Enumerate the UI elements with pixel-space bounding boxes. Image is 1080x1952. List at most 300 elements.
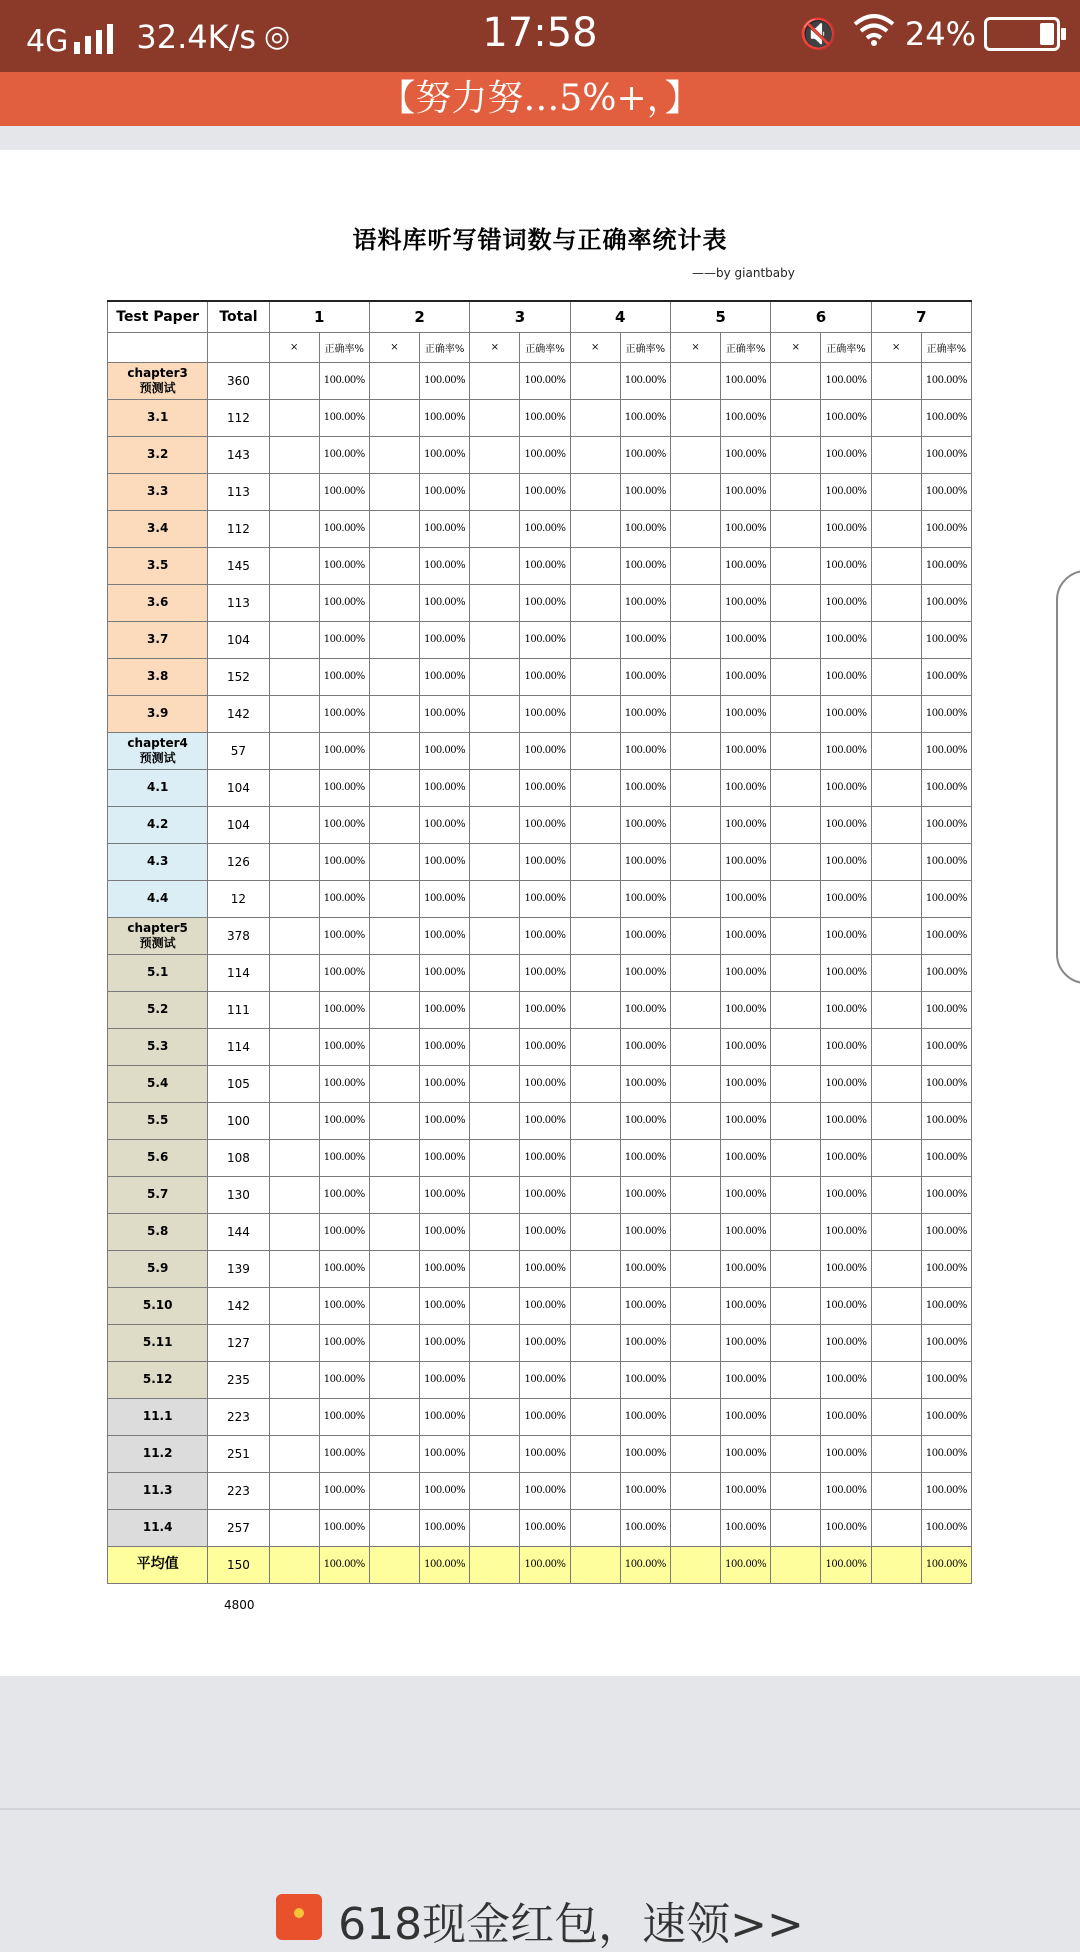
- cell-wrong: [670, 510, 720, 547]
- cell-wrong: [670, 1546, 720, 1583]
- cell-rate: 100.00%: [520, 1509, 570, 1546]
- table-row: [108, 510, 972, 547]
- row-total: 114: [208, 954, 269, 991]
- header-round-2: 2: [369, 301, 469, 332]
- row-label-text: 11.2: [142, 1446, 173, 1460]
- cell-wrong: [269, 917, 319, 954]
- cell-rate: 100.00%: [921, 510, 971, 547]
- row-label: [108, 362, 208, 399]
- subheader-rate: 正确率%: [319, 332, 369, 362]
- cell-wrong: [871, 621, 921, 658]
- cell-wrong: [269, 1176, 319, 1213]
- cell-rate: 100.00%: [420, 658, 470, 695]
- subheader-rate: 正确率%: [821, 332, 871, 362]
- cell-wrong: [871, 732, 921, 769]
- cell-rate: 100.00%: [620, 1546, 670, 1583]
- cell-wrong: [771, 436, 821, 473]
- cell-rate: 100.00%: [721, 991, 771, 1028]
- row-total: 143: [208, 436, 269, 473]
- header-round-1: 1: [269, 301, 369, 332]
- cell-wrong: [269, 436, 319, 473]
- cell-wrong: [871, 1546, 921, 1583]
- cell-wrong: [670, 1102, 720, 1139]
- cell-wrong: [269, 732, 319, 769]
- cell-rate: 100.00%: [319, 510, 369, 547]
- cell-rate: 100.00%: [921, 547, 971, 584]
- cell-wrong: [470, 1065, 520, 1102]
- cell-rate: 100.00%: [921, 1213, 971, 1250]
- cell-wrong: [369, 954, 419, 991]
- cell-rate: 100.00%: [721, 954, 771, 991]
- cell-wrong: [771, 991, 821, 1028]
- cell-rate: 100.00%: [721, 1287, 771, 1324]
- cell-wrong: [269, 695, 319, 732]
- cell-rate: 100.00%: [620, 399, 670, 436]
- cell-wrong: [269, 473, 319, 510]
- cell-wrong: [871, 510, 921, 547]
- cell-rate: 100.00%: [319, 954, 369, 991]
- cell-rate: 100.00%: [721, 880, 771, 917]
- scroll-indicator[interactable]: [1056, 570, 1080, 984]
- header-round-6: 6: [771, 301, 871, 332]
- cell-wrong: [670, 473, 720, 510]
- cell-wrong: [269, 1398, 319, 1435]
- cell-rate: 100.00%: [921, 473, 971, 510]
- cell-wrong: [470, 880, 520, 917]
- row-label: [108, 954, 208, 991]
- cell-rate: 100.00%: [721, 547, 771, 584]
- cell-wrong: [670, 1139, 720, 1176]
- row-total: 113: [208, 584, 269, 621]
- row-label-text: 11.4: [142, 1520, 173, 1534]
- cell-wrong: [670, 1287, 720, 1324]
- table-row: [108, 473, 972, 510]
- row-label-text: 3.4: [147, 521, 169, 535]
- row-label-text: 4.3: [147, 854, 169, 868]
- cell-wrong: [670, 1509, 720, 1546]
- cell-wrong: [470, 1102, 520, 1139]
- subheader-rate: 正确率%: [721, 332, 771, 362]
- cell-rate: 100.00%: [821, 1324, 871, 1361]
- cell-rate: 100.00%: [520, 399, 570, 436]
- cell-rate: 100.00%: [520, 1139, 570, 1176]
- row-total: 114: [208, 1028, 269, 1065]
- cell-rate: 100.00%: [921, 436, 971, 473]
- document-page: [0, 150, 1080, 1676]
- cell-rate: 100.00%: [319, 1139, 369, 1176]
- cell-wrong: [570, 1028, 620, 1065]
- clock: 17:58: [482, 10, 598, 56]
- cell-wrong: [269, 880, 319, 917]
- cell-wrong: [570, 806, 620, 843]
- stats-table: [107, 300, 972, 1584]
- red-envelope-icon: [276, 1894, 322, 1940]
- row-label-text: 5.9: [147, 1261, 169, 1275]
- footer-divider: [0, 1808, 1080, 1810]
- row-label: [108, 1546, 208, 1583]
- cell-rate: 100.00%: [319, 621, 369, 658]
- cell-wrong: [269, 1287, 319, 1324]
- cell-wrong: [470, 1361, 520, 1398]
- cell-wrong: [269, 584, 319, 621]
- cell-rate: 100.00%: [319, 1250, 369, 1287]
- cell-wrong: [470, 1213, 520, 1250]
- cell-rate: 100.00%: [620, 1176, 670, 1213]
- cell-rate: 100.00%: [921, 880, 971, 917]
- cell-wrong: [269, 1472, 319, 1509]
- cell-wrong: [369, 917, 419, 954]
- row-label: [108, 695, 208, 732]
- cell-rate: 100.00%: [420, 954, 470, 991]
- cell-wrong: [670, 399, 720, 436]
- cell-rate: 100.00%: [420, 547, 470, 584]
- subheader-wrong: ×: [871, 332, 921, 362]
- row-label: [108, 1065, 208, 1102]
- header-test-paper: Test Paper: [108, 301, 208, 332]
- cell-wrong: [369, 1435, 419, 1472]
- cell-wrong: [771, 843, 821, 880]
- cell-wrong: [871, 1472, 921, 1509]
- cell-wrong: [269, 954, 319, 991]
- cell-rate: 100.00%: [721, 917, 771, 954]
- table-row: [108, 1472, 972, 1509]
- cell-rate: 100.00%: [721, 1028, 771, 1065]
- cell-wrong: [771, 769, 821, 806]
- promo-text[interactable]: 618现金红包，速领>>: [338, 1899, 804, 1950]
- cell-wrong: [269, 1065, 319, 1102]
- row-label: [108, 1361, 208, 1398]
- cell-rate: 100.00%: [520, 547, 570, 584]
- cell-wrong: [470, 732, 520, 769]
- cell-wrong: [369, 1324, 419, 1361]
- cell-wrong: [670, 1435, 720, 1472]
- cell-rate: 100.00%: [319, 695, 369, 732]
- cell-wrong: [871, 1509, 921, 1546]
- cell-rate: 100.00%: [319, 1028, 369, 1065]
- table-row: [108, 1213, 972, 1250]
- row-label-subtext: 预测试: [139, 935, 176, 950]
- cell-wrong: [269, 1361, 319, 1398]
- cell-rate: 100.00%: [520, 769, 570, 806]
- cell-wrong: [670, 843, 720, 880]
- cell-rate: 100.00%: [821, 732, 871, 769]
- cell-rate: 100.00%: [420, 1065, 470, 1102]
- cell-rate: 100.00%: [420, 510, 470, 547]
- cell-rate: 100.00%: [721, 399, 771, 436]
- cell-wrong: [269, 806, 319, 843]
- cell-rate: 100.00%: [620, 510, 670, 547]
- row-label: [108, 1509, 208, 1546]
- cell-rate: 100.00%: [821, 1176, 871, 1213]
- cell-wrong: [369, 362, 419, 399]
- row-total: 130: [208, 1176, 269, 1213]
- cell-rate: 100.00%: [620, 769, 670, 806]
- cell-rate: 100.00%: [319, 473, 369, 510]
- table-row: [108, 399, 972, 436]
- cell-rate: 100.00%: [921, 954, 971, 991]
- header-row: [108, 301, 972, 332]
- subheader-rate: 正确率%: [520, 332, 570, 362]
- row-total: 127: [208, 1324, 269, 1361]
- cell-rate: 100.00%: [721, 1472, 771, 1509]
- cell-wrong: [470, 1509, 520, 1546]
- row-label-text: 5.3: [147, 1039, 169, 1053]
- row-total: 104: [208, 806, 269, 843]
- cell-rate: 100.00%: [520, 1213, 570, 1250]
- cell-wrong: [369, 1546, 419, 1583]
- cell-rate: 100.00%: [721, 1065, 771, 1102]
- cell-rate: 100.00%: [721, 1398, 771, 1435]
- cell-wrong: [369, 584, 419, 621]
- cell-wrong: [269, 1546, 319, 1583]
- cell-rate: 100.00%: [420, 1324, 470, 1361]
- cell-wrong: [269, 991, 319, 1028]
- row-label-text: 5.4: [147, 1076, 169, 1090]
- cell-rate: 100.00%: [721, 1250, 771, 1287]
- cell-rate: 100.00%: [319, 1065, 369, 1102]
- cell-wrong: [470, 658, 520, 695]
- cell-wrong: [570, 1398, 620, 1435]
- row-label-text: 3.6: [147, 595, 169, 609]
- cell-wrong: [771, 621, 821, 658]
- cell-rate: 100.00%: [520, 1250, 570, 1287]
- cell-wrong: [871, 1213, 921, 1250]
- cell-rate: 100.00%: [420, 1176, 470, 1213]
- cell-wrong: [570, 1361, 620, 1398]
- cell-wrong: [369, 1213, 419, 1250]
- promo-banner[interactable]: [0, 1888, 1080, 1948]
- row-label: [108, 1213, 208, 1250]
- row-label: [108, 1287, 208, 1324]
- cell-wrong: [771, 510, 821, 547]
- cell-wrong: [570, 1176, 620, 1213]
- cell-wrong: [570, 1102, 620, 1139]
- cell-wrong: [771, 1361, 821, 1398]
- row-label: [108, 1250, 208, 1287]
- cell-rate: 100.00%: [620, 1435, 670, 1472]
- cell-wrong: [871, 806, 921, 843]
- row-total: 104: [208, 769, 269, 806]
- table-row: [108, 1250, 972, 1287]
- cell-wrong: [771, 473, 821, 510]
- cell-rate: 100.00%: [420, 1213, 470, 1250]
- row-label-text: chapter3: [127, 365, 188, 380]
- cell-wrong: [269, 1509, 319, 1546]
- cell-wrong: [470, 1435, 520, 1472]
- cell-wrong: [570, 769, 620, 806]
- cell-rate: 100.00%: [420, 695, 470, 732]
- row-total: 111: [208, 991, 269, 1028]
- cell-rate: 100.00%: [821, 1398, 871, 1435]
- cell-rate: 100.00%: [821, 584, 871, 621]
- cell-rate: 100.00%: [420, 1102, 470, 1139]
- cell-rate: 100.00%: [821, 399, 871, 436]
- cell-rate: 100.00%: [620, 658, 670, 695]
- cell-wrong: [570, 1435, 620, 1472]
- table-row: [108, 769, 972, 806]
- cell-rate: 100.00%: [620, 806, 670, 843]
- cell-rate: 100.00%: [821, 1435, 871, 1472]
- row-label-text: 4.4: [147, 891, 169, 905]
- cell-rate: 100.00%: [721, 1102, 771, 1139]
- cell-wrong: [570, 547, 620, 584]
- row-label-text: 5.6: [147, 1150, 169, 1164]
- cell-rate: 100.00%: [420, 1361, 470, 1398]
- cell-wrong: [771, 1176, 821, 1213]
- cell-wrong: [269, 510, 319, 547]
- cell-wrong: [771, 1213, 821, 1250]
- cell-rate: 100.00%: [520, 362, 570, 399]
- cell-wrong: [670, 658, 720, 695]
- cell-rate: 100.00%: [420, 1250, 470, 1287]
- header-round-5: 5: [670, 301, 770, 332]
- cell-rate: 100.00%: [921, 1324, 971, 1361]
- cell-rate: 100.00%: [821, 1065, 871, 1102]
- row-label: [108, 769, 208, 806]
- table-row: [108, 621, 972, 658]
- page-gap: [0, 126, 1080, 150]
- cell-rate: 100.00%: [319, 880, 369, 917]
- cell-wrong: [670, 1398, 720, 1435]
- wifi-icon: [853, 14, 895, 54]
- cell-wrong: [570, 1509, 620, 1546]
- row-label-text: chapter4: [127, 735, 188, 750]
- cell-rate: 100.00%: [520, 732, 570, 769]
- cell-wrong: [570, 1324, 620, 1361]
- cell-wrong: [771, 658, 821, 695]
- cell-wrong: [570, 1139, 620, 1176]
- cell-wrong: [570, 917, 620, 954]
- cell-wrong: [871, 917, 921, 954]
- battery-icon: [984, 17, 1060, 51]
- cell-wrong: [570, 1472, 620, 1509]
- cell-wrong: [670, 1250, 720, 1287]
- row-label: [108, 1398, 208, 1435]
- cell-wrong: [670, 769, 720, 806]
- cell-rate: 100.00%: [319, 436, 369, 473]
- table-row: [108, 880, 972, 917]
- cell-rate: 100.00%: [821, 1102, 871, 1139]
- row-total: 12: [208, 880, 269, 917]
- cell-wrong: [470, 1398, 520, 1435]
- cell-wrong: [470, 991, 520, 1028]
- cell-rate: 100.00%: [420, 399, 470, 436]
- cell-rate: 100.00%: [921, 1028, 971, 1065]
- cell-wrong: [670, 954, 720, 991]
- subheader-empty: [208, 332, 269, 362]
- row-total: 145: [208, 547, 269, 584]
- row-label-text: 平均值: [136, 1556, 179, 1572]
- cell-wrong: [670, 1324, 720, 1361]
- cell-wrong: [369, 991, 419, 1028]
- cell-rate: 100.00%: [721, 732, 771, 769]
- row-total: 57: [208, 732, 269, 769]
- cell-wrong: [871, 1398, 921, 1435]
- cell-rate: 100.00%: [620, 1102, 670, 1139]
- table-row: [108, 1361, 972, 1398]
- cell-wrong: [470, 584, 520, 621]
- cell-rate: 100.00%: [420, 621, 470, 658]
- row-total: 150: [208, 1546, 269, 1583]
- row-label-text: 4.1: [147, 780, 169, 794]
- cell-wrong: [369, 695, 419, 732]
- cell-wrong: [470, 510, 520, 547]
- table-row: [108, 954, 972, 991]
- cell-rate: 100.00%: [821, 1509, 871, 1546]
- cell-wrong: [269, 399, 319, 436]
- cell-wrong: [369, 547, 419, 584]
- cell-wrong: [470, 843, 520, 880]
- cell-wrong: [369, 621, 419, 658]
- header-total: Total: [208, 301, 269, 332]
- cell-wrong: [771, 1065, 821, 1102]
- cell-wrong: [570, 954, 620, 991]
- cell-wrong: [269, 769, 319, 806]
- cell-rate: 100.00%: [520, 843, 570, 880]
- cell-wrong: [670, 695, 720, 732]
- table-row: [108, 917, 972, 954]
- cell-wrong: [771, 695, 821, 732]
- cell-rate: 100.00%: [620, 362, 670, 399]
- cell-rate: 100.00%: [821, 1139, 871, 1176]
- cell-rate: 100.00%: [721, 806, 771, 843]
- cell-wrong: [771, 917, 821, 954]
- cell-rate: 100.00%: [921, 1472, 971, 1509]
- cell-wrong: [670, 880, 720, 917]
- cell-rate: 100.00%: [520, 1287, 570, 1324]
- cell-rate: 100.00%: [721, 1176, 771, 1213]
- row-total: 126: [208, 843, 269, 880]
- subheader-wrong: ×: [670, 332, 720, 362]
- cell-rate: 100.00%: [420, 769, 470, 806]
- cell-wrong: [470, 362, 520, 399]
- cell-wrong: [369, 1287, 419, 1324]
- cell-wrong: [369, 1065, 419, 1102]
- subheader-rate: 正确率%: [620, 332, 670, 362]
- row-label: [108, 621, 208, 658]
- row-label-subtext: 预测试: [139, 750, 176, 765]
- cell-rate: 100.00%: [821, 843, 871, 880]
- status-bar: [0, 0, 1080, 72]
- cell-wrong: [269, 1213, 319, 1250]
- cell-rate: 100.00%: [319, 1176, 369, 1213]
- cell-rate: 100.00%: [520, 1176, 570, 1213]
- cell-rate: 100.00%: [921, 621, 971, 658]
- row-label: [108, 1472, 208, 1509]
- row-label-text: chapter5: [127, 920, 188, 935]
- table-row: [108, 1324, 972, 1361]
- cell-wrong: [771, 954, 821, 991]
- cell-wrong: [670, 1361, 720, 1398]
- cell-rate: 100.00%: [620, 1028, 670, 1065]
- cell-rate: 100.00%: [420, 843, 470, 880]
- cell-wrong: [570, 510, 620, 547]
- cell-rate: 100.00%: [821, 880, 871, 917]
- cell-wrong: [369, 1509, 419, 1546]
- row-total: 112: [208, 510, 269, 547]
- row-label-text: 5.12: [142, 1372, 173, 1386]
- subheader-wrong: ×: [269, 332, 319, 362]
- cell-wrong: [771, 1435, 821, 1472]
- cell-wrong: [871, 1139, 921, 1176]
- row-label: [108, 399, 208, 436]
- row-label-text: 5.8: [147, 1224, 169, 1238]
- cell-wrong: [570, 1546, 620, 1583]
- cell-wrong: [771, 1324, 821, 1361]
- cell-rate: 100.00%: [319, 399, 369, 436]
- total-sum: 4800: [224, 1598, 255, 1612]
- cell-wrong: [771, 1287, 821, 1324]
